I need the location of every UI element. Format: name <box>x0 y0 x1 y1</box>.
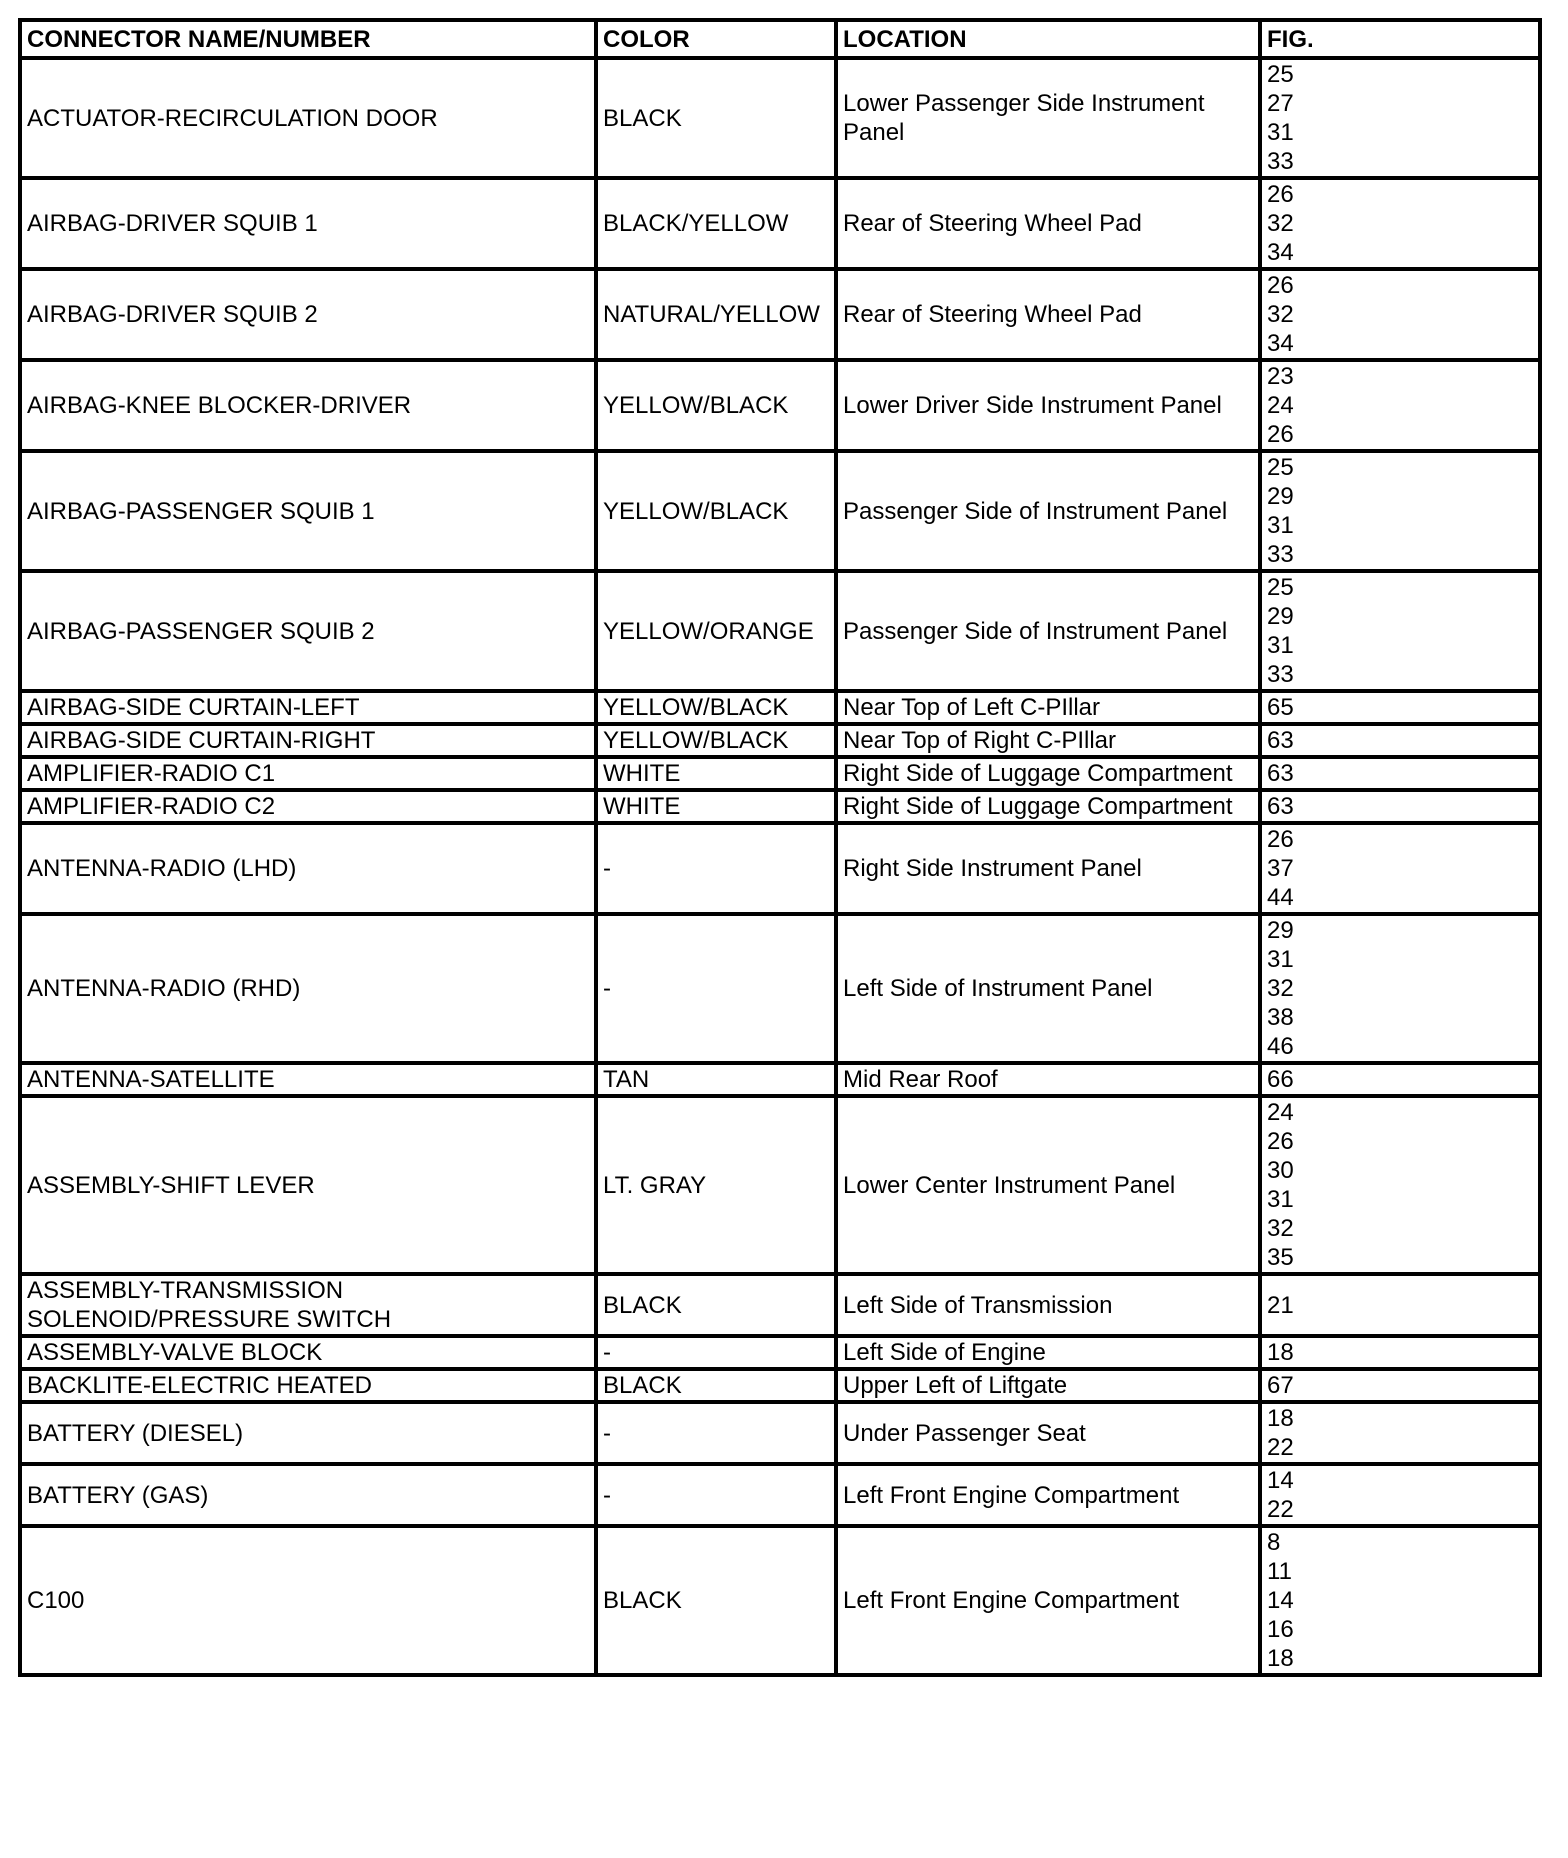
fig-number: 26 <box>1267 181 1294 208</box>
cell-connector-name: ANTENNA-RADIO (RHD) <box>20 914 596 1063</box>
fig-number: 24 <box>1267 392 1294 419</box>
cell-color: BLACK/YELLOW <box>596 178 836 269</box>
table-row <box>20 1526 1540 1675</box>
cell-color: LT. GRAY <box>596 1096 836 1274</box>
cell-connector-name: AIRBAG-PASSENGER SQUIB 1 <box>20 451 596 571</box>
table-row <box>20 1096 1540 1274</box>
fig-number: 33 <box>1267 148 1294 175</box>
cell-fig <box>1260 823 1540 914</box>
fig-number: 29 <box>1267 483 1294 510</box>
table-row <box>20 178 1540 269</box>
header-connector: CONNECTOR NAME/NUMBER <box>20 20 596 58</box>
fig-number: 25 <box>1267 454 1294 481</box>
cell-connector-name: ACTUATOR-RECIRCULATION DOOR <box>20 58 596 178</box>
cell-fig <box>1260 914 1540 1063</box>
cell-connector-name: AIRBAG-PASSENGER SQUIB 2 <box>20 571 596 691</box>
cell-fig <box>1260 1402 1540 1464</box>
cell-color: - <box>596 914 836 1063</box>
cell-fig <box>1260 1063 1540 1096</box>
table-row <box>20 823 1540 914</box>
cell-location: Right Side Instrument Panel <box>836 823 1260 914</box>
cell-connector-name: AIRBAG-DRIVER SQUIB 1 <box>20 178 596 269</box>
fig-number: 63 <box>1267 760 1294 787</box>
cell-location: Near Top of Right C-PIllar <box>836 724 1260 757</box>
fig-number: 25 <box>1267 61 1294 88</box>
cell-fig <box>1260 1336 1540 1369</box>
table-row <box>20 571 1540 691</box>
cell-color: BLACK <box>596 1526 836 1675</box>
cell-fig <box>1260 1274 1540 1336</box>
fig-number: 26 <box>1267 421 1294 448</box>
fig-number: 18 <box>1267 1645 1294 1672</box>
cell-fig <box>1260 178 1540 269</box>
cell-connector-name: AIRBAG-KNEE BLOCKER-DRIVER <box>20 360 596 451</box>
fig-number: 23 <box>1267 363 1294 390</box>
cell-fig <box>1260 724 1540 757</box>
table-row <box>20 790 1540 823</box>
fig-number: 8 <box>1267 1529 1281 1556</box>
cell-connector-name: AMPLIFIER-RADIO C1 <box>20 757 596 790</box>
cell-location: Left Front Engine Compartment <box>836 1464 1260 1526</box>
cell-connector-name: AMPLIFIER-RADIO C2 <box>20 790 596 823</box>
cell-connector-name: BATTERY (GAS) <box>20 1464 596 1526</box>
cell-location: Passenger Side of Instrument Panel <box>836 451 1260 571</box>
cell-color: WHITE <box>596 790 836 823</box>
cell-location: Left Front Engine Compartment <box>836 1526 1260 1675</box>
cell-location: Right Side of Luggage Compartment <box>836 757 1260 790</box>
cell-fig <box>1260 360 1540 451</box>
table-row <box>20 1402 1540 1464</box>
fig-number: 14 <box>1267 1587 1294 1614</box>
fig-number: 21 <box>1267 1291 1294 1319</box>
cell-location: Left Side of Instrument Panel <box>836 914 1260 1063</box>
fig-number: 31 <box>1267 632 1294 659</box>
table-row <box>20 691 1540 724</box>
table-row <box>20 1464 1540 1526</box>
cell-fig <box>1260 757 1540 790</box>
fig-number: 29 <box>1267 603 1294 630</box>
fig-number: 38 <box>1267 1004 1294 1031</box>
cell-connector-name: BACKLITE-ELECTRIC HEATED <box>20 1369 596 1402</box>
table-row <box>20 724 1540 757</box>
cell-location: Mid Rear Roof <box>836 1063 1260 1096</box>
table-row <box>20 360 1540 451</box>
fig-number: 31 <box>1267 1186 1294 1213</box>
table-row <box>20 58 1540 178</box>
table-header-row <box>20 20 1540 58</box>
fig-number: 32 <box>1267 210 1294 237</box>
table-row <box>20 1063 1540 1096</box>
fig-number: 26 <box>1267 272 1294 299</box>
fig-number: 66 <box>1267 1066 1294 1093</box>
cell-location: Near Top of Left C-PIllar <box>836 691 1260 724</box>
cell-location: Upper Left of Liftgate <box>836 1369 1260 1402</box>
fig-number: 18 <box>1267 1339 1294 1366</box>
fig-number: 26 <box>1267 1128 1294 1155</box>
fig-number: 11 <box>1267 1558 1292 1585</box>
cell-location: Lower Passenger Side Instrument Panel <box>836 58 1260 178</box>
table-row <box>20 269 1540 360</box>
cell-connector-name: AIRBAG-DRIVER SQUIB 2 <box>20 269 596 360</box>
fig-number: 18 <box>1267 1405 1294 1432</box>
cell-color: - <box>596 1336 836 1369</box>
cell-connector-name: BATTERY (DIESEL) <box>20 1402 596 1464</box>
cell-color: TAN <box>596 1063 836 1096</box>
cell-location: Left Side of Engine <box>836 1336 1260 1369</box>
fig-number: 34 <box>1267 239 1294 266</box>
cell-location: Left Side of Transmission <box>836 1274 1260 1336</box>
fig-number: 32 <box>1267 1215 1294 1242</box>
cell-location: Under Passenger Seat <box>836 1402 1260 1464</box>
fig-number: 63 <box>1267 793 1294 820</box>
cell-location: Lower Driver Side Instrument Panel <box>836 360 1260 451</box>
cell-fig <box>1260 269 1540 360</box>
cell-connector-name: ASSEMBLY-SHIFT LEVER <box>20 1096 596 1274</box>
fig-number: 65 <box>1267 694 1294 721</box>
fig-number: 46 <box>1267 1033 1294 1060</box>
connector-table-sheet <box>18 18 1538 1677</box>
fig-number: 25 <box>1267 574 1294 601</box>
cell-location: Passenger Side of Instrument Panel <box>836 571 1260 691</box>
header-fig: FIG. <box>1260 20 1540 58</box>
fig-number: 34 <box>1267 330 1294 357</box>
cell-fig <box>1260 691 1540 724</box>
fig-number: 16 <box>1267 1616 1294 1643</box>
header-location: LOCATION <box>836 20 1260 58</box>
cell-color: YELLOW/ORANGE <box>596 571 836 691</box>
cell-color: YELLOW/BLACK <box>596 360 836 451</box>
cell-color: YELLOW/BLACK <box>596 724 836 757</box>
fig-number: 35 <box>1267 1244 1294 1271</box>
header-color: COLOR <box>596 20 836 58</box>
fig-number: 33 <box>1267 661 1294 688</box>
cell-location: Rear of Steering Wheel Pad <box>836 269 1260 360</box>
cell-fig <box>1260 571 1540 691</box>
cell-color: YELLOW/BLACK <box>596 451 836 571</box>
fig-number: 22 <box>1267 1496 1294 1523</box>
cell-connector-name: C100 <box>20 1526 596 1675</box>
cell-fig <box>1260 790 1540 823</box>
fig-number: 29 <box>1267 917 1294 944</box>
fig-number: 22 <box>1267 1434 1294 1461</box>
fig-number: 24 <box>1267 1099 1294 1126</box>
cell-color: - <box>596 1464 836 1526</box>
table-row <box>20 757 1540 790</box>
fig-number: 31 <box>1267 512 1294 539</box>
cell-location: Rear of Steering Wheel Pad <box>836 178 1260 269</box>
cell-fig <box>1260 1526 1540 1675</box>
cell-color: - <box>596 823 836 914</box>
table-row <box>20 914 1540 1063</box>
cell-connector-name: ANTENNA-RADIO (LHD) <box>20 823 596 914</box>
fig-number: 31 <box>1267 946 1294 973</box>
cell-location: Right Side of Luggage Compartment <box>836 790 1260 823</box>
cell-connector-name: ANTENNA-SATELLITE <box>20 1063 596 1096</box>
fig-number: 32 <box>1267 301 1294 328</box>
connector-table <box>18 18 1542 1677</box>
fig-number: 14 <box>1267 1467 1294 1494</box>
cell-fig <box>1260 451 1540 571</box>
fig-number: 37 <box>1267 855 1294 882</box>
table-row <box>20 451 1540 571</box>
cell-color: BLACK <box>596 58 836 178</box>
fig-number: 67 <box>1267 1372 1294 1399</box>
fig-number: 33 <box>1267 541 1294 568</box>
fig-number: 32 <box>1267 975 1294 1002</box>
cell-location: Lower Center Instrument Panel <box>836 1096 1260 1274</box>
cell-color: BLACK <box>596 1369 836 1402</box>
cell-fig <box>1260 1096 1540 1274</box>
cell-fig <box>1260 1369 1540 1402</box>
cell-color: NATURAL/YELLOW <box>596 269 836 360</box>
table-row <box>20 1369 1540 1402</box>
fig-number: 63 <box>1267 727 1294 754</box>
cell-color: WHITE <box>596 757 836 790</box>
fig-number: 31 <box>1267 119 1294 146</box>
fig-number: 44 <box>1267 884 1294 911</box>
table-row <box>20 1336 1540 1369</box>
fig-number: 27 <box>1267 90 1294 117</box>
cell-fig <box>1260 1464 1540 1526</box>
fig-number: 30 <box>1267 1157 1294 1184</box>
cell-connector-name: AIRBAG-SIDE CURTAIN-RIGHT <box>20 724 596 757</box>
cell-color: YELLOW/BLACK <box>596 691 836 724</box>
cell-fig <box>1260 58 1540 178</box>
cell-connector-name: ASSEMBLY-TRANSMISSION SOLENOID/PRESSURE SWITCH <box>20 1274 596 1336</box>
cell-connector-name: AIRBAG-SIDE CURTAIN-LEFT <box>20 691 596 724</box>
fig-number: 26 <box>1267 826 1294 853</box>
table-row <box>20 1274 1540 1336</box>
cell-connector-name: ASSEMBLY-VALVE BLOCK <box>20 1336 596 1369</box>
cell-color: BLACK <box>596 1274 836 1336</box>
table-body <box>20 58 1540 1675</box>
cell-color: - <box>596 1402 836 1464</box>
